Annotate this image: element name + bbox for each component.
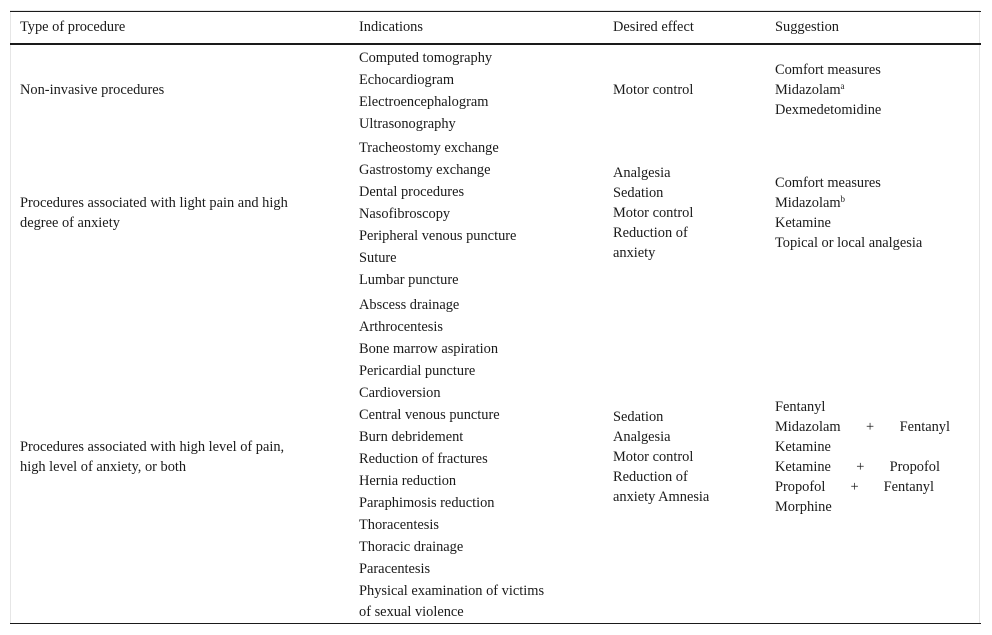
header-effect: Desired effect: [613, 12, 775, 45]
indication-item: Burn debridement: [359, 428, 464, 445]
indication-item: Hernia reduction: [359, 472, 457, 489]
suggestion-item: Morphine: [775, 499, 832, 515]
indications-cell: [359, 291, 613, 624]
indication-item: Ultrasonography: [359, 115, 456, 132]
suggestion-item: [775, 193, 981, 213]
suggestion-cell: [775, 135, 981, 291]
indication-item: Arthrocentesis: [359, 318, 443, 335]
effect-item: anxiety Amnesia: [613, 489, 710, 505]
suggestion-combination: [775, 417, 950, 437]
header-type: Type of procedure: [10, 12, 359, 45]
indication-item: Abscess drainage: [359, 296, 460, 313]
indication-item: Nasofibroscopy: [359, 205, 451, 222]
suggestion-combination: [775, 457, 940, 477]
effect-item: Reduction of: [613, 225, 688, 241]
table-row: [10, 44, 981, 135]
effect-cell: [613, 135, 775, 291]
header-indications: Indications: [359, 12, 613, 45]
indication-item: Bone marrow aspiration: [359, 340, 499, 357]
suggestion-text: Midazolam: [775, 82, 841, 98]
suggestion-item: Ketamine: [775, 215, 831, 231]
effect-cell: [613, 44, 775, 135]
indication-item: Thoracentesis: [359, 516, 439, 533]
indication-item: Gastrostomy exchange: [359, 161, 491, 178]
indication-item: Lumbar puncture: [359, 271, 459, 288]
effect-item: Analgesia: [613, 429, 671, 445]
indication-item: Paraphimosis reduction: [359, 494, 495, 511]
drug-name: Ketamine: [775, 459, 831, 475]
footnote-marker: b: [840, 194, 846, 204]
indication-item: Peripheral venous puncture: [359, 227, 517, 244]
indication-item: Cardioversion: [359, 384, 441, 401]
plus-sign: +: [856, 459, 865, 475]
indication-item: Pericardial puncture: [359, 362, 476, 379]
effect-item: Motor control: [613, 82, 694, 98]
type-line: Procedures associated with high level of pain,: [20, 439, 285, 455]
indication-item: Thoracic drainage: [359, 538, 464, 555]
indication-item: Central venous puncture: [359, 406, 500, 423]
type-line: high level of anxiety, or both: [20, 459, 187, 475]
type-line: Non-invasive procedures: [20, 82, 165, 98]
table-row: [10, 291, 981, 624]
effect-item: Analgesia: [613, 165, 671, 181]
drug-name: Propofol: [775, 479, 826, 495]
indication-item: Echocardiogram: [359, 71, 455, 88]
procedure-table: [10, 11, 981, 624]
suggestion-item: Comfort measures: [775, 62, 881, 78]
type-cell: [10, 44, 359, 135]
type-line: degree of anxiety: [20, 215, 120, 231]
footnote-marker: a: [840, 81, 845, 91]
indication-item: Reduction of fractures: [359, 450, 488, 467]
indication-item: Dental procedures: [359, 183, 465, 200]
indication-item: of sexual violence: [359, 603, 464, 620]
type-line: Procedures associated with light pain and high: [20, 195, 288, 211]
effect-item: Sedation: [613, 409, 664, 425]
suggestion-combination: [775, 477, 934, 497]
indication-item: Electroencephalogram: [359, 93, 489, 110]
effect-cell: [613, 291, 775, 624]
drug-name: Propofol: [889, 459, 940, 475]
indication-item: Suture: [359, 249, 397, 266]
indication-item: Computed tomography: [359, 49, 493, 66]
suggestion-cell: [775, 44, 981, 135]
suggestion-item: Ketamine: [775, 439, 831, 455]
suggestion-item: Comfort measures: [775, 175, 881, 191]
effect-item: Sedation: [613, 185, 664, 201]
effect-item: Reduction of: [613, 469, 688, 485]
suggestion-item: Dexmedetomidine: [775, 102, 882, 118]
suggestion-text: Midazolam: [775, 195, 841, 211]
effect-item: Motor control: [613, 449, 694, 465]
type-cell: [10, 135, 359, 291]
suggestion-item: Fentanyl: [775, 399, 826, 415]
header-suggestion: Suggestion: [775, 12, 981, 45]
table-row: [10, 135, 981, 291]
header-row: [10, 12, 981, 45]
suggestion-item: Topical or local analgesia: [775, 235, 923, 251]
drug-name: Fentanyl: [899, 419, 950, 435]
suggestion-item: [775, 80, 981, 100]
drug-name: Midazolam: [775, 419, 841, 435]
indication-item: Tracheostomy exchange: [359, 139, 499, 156]
effect-item: anxiety: [613, 245, 656, 261]
type-cell: [10, 291, 359, 624]
effect-item: Motor control: [613, 205, 694, 221]
indications-cell: [359, 44, 613, 135]
indications-cell: [359, 135, 613, 291]
indication-item: Paracentesis: [359, 560, 431, 577]
plus-sign: +: [866, 419, 875, 435]
plus-sign: +: [850, 479, 859, 495]
indication-item: Physical examination of victims: [359, 582, 545, 599]
drug-name: Fentanyl: [883, 479, 934, 495]
suggestion-cell: [775, 291, 981, 624]
